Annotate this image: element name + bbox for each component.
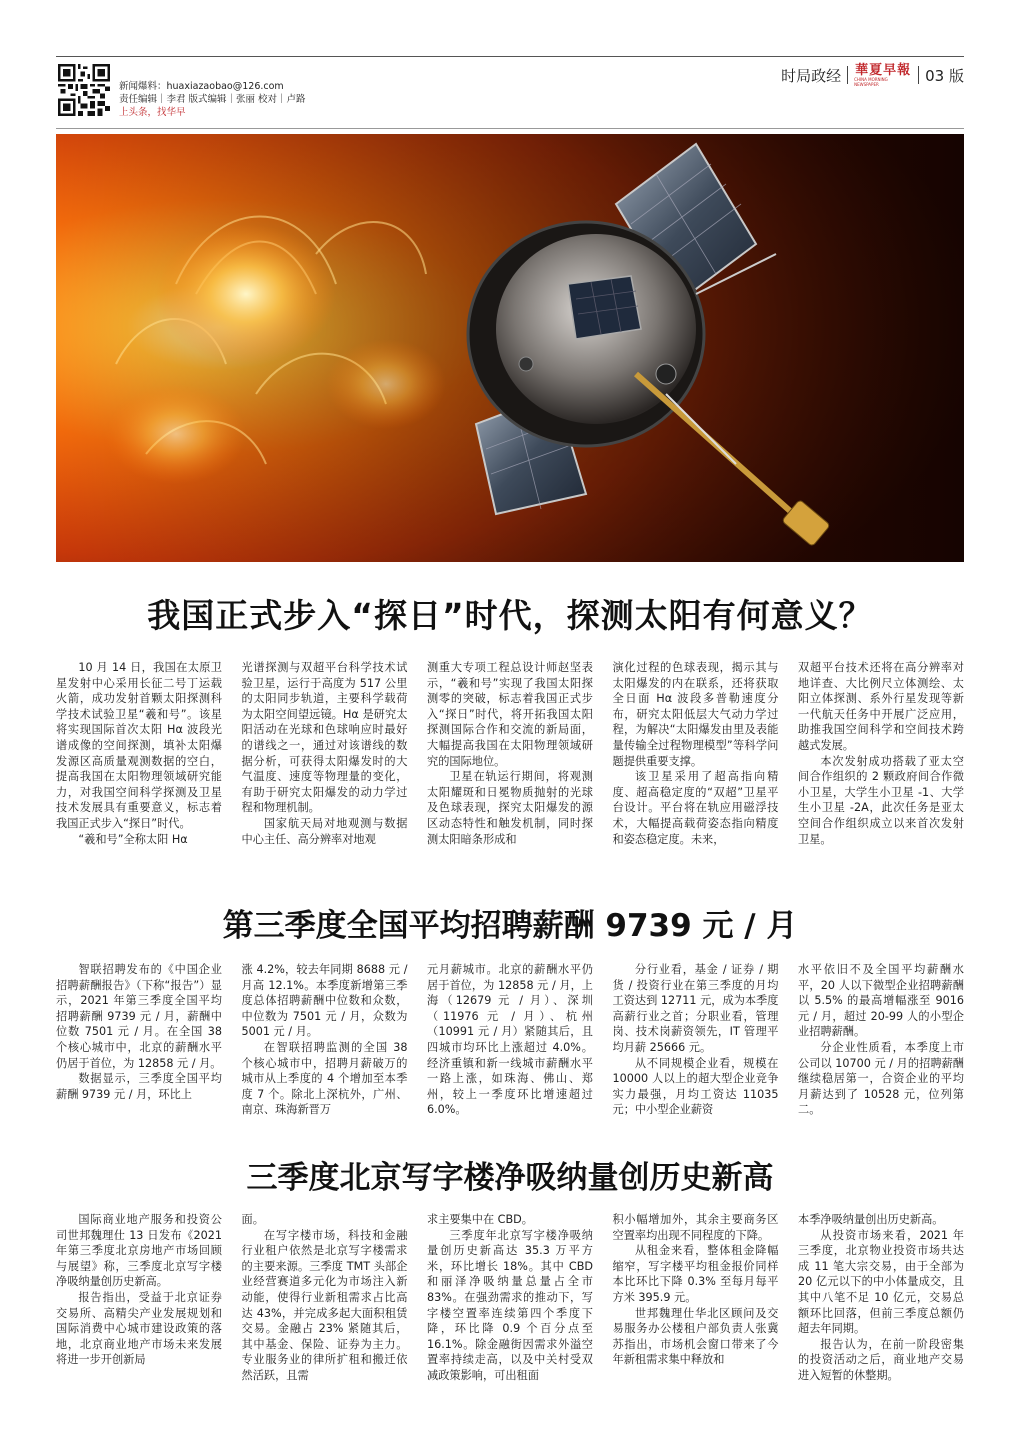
paragraph: 水平依旧不及全国平均薪酬水平，20 人以下微型企业招聘薪酬以 5.5% 的最高增幅涨至 9016 元 / 月，超过 20-99 人的小型企业招聘薪酬。 — [798, 963, 964, 1039]
paragraph: 本季净吸纳量创出历史新高。 — [798, 1213, 944, 1226]
paragraph: 卫星在轨运行期间，将观测太阳耀斑和日冕物质抛射的光球及色球表现，探究太阳爆发的源区动态特性和触发机制，同时探测太阳暗条形成和 — [427, 770, 593, 846]
paragraph: 智联招聘发布的《中国企业招聘薪酬报告》（下称“报告”）显示，2021 年第三季度全国平均招聘薪酬 9739 元 / 月，薪酬中位数 7501 元 / 月。在全国 38 个核心城市中，北京的薪酬水平仍居于首位，为 12858 元 / 月。 — [56, 963, 222, 1070]
article2-col-2 — [242, 962, 408, 1118]
paragraph: 该卫星采用了超高指向精度、超高稳定度的“双超”卫星平台设计。平台将在轨应用磁浮技术，大幅提高载荷姿态指向精度和姿态稳定度。未来， — [612, 770, 779, 846]
hero-image-sun-probe — [56, 134, 964, 562]
article1-col-5 — [798, 660, 964, 847]
article1-col-2 — [242, 660, 408, 847]
paragraph: 数据显示，三季度全国平均薪酬 9739 元 / 月，环比上 — [56, 1072, 222, 1101]
paragraph: 元月薪城市。北京的薪酬水平仍居于首位，为 12858 元 / 月，上海（12679 元 / 月）、深圳（11976 元 / 月）、杭州（10991 元 / 月）紧随其后，且四城市均环比上涨超过 4.0%。经济重镇和新一线城市薪酬水平一路上涨，如珠海、佛山、郑州，较上一季度环比增速超过 6.0%。 — [427, 963, 593, 1117]
paragraph: 从投资市场来看，2021 年三季度，北京物业投资市场共达成 11 笔大宗交易，由于全部为 20 亿元以下的中小体量成交，且其中八笔不足 10 亿元，交易总额环比回落，但前三季度总额仍超去年同期。 — [798, 1228, 964, 1336]
paragraph: 从不同规模企业看，规模在 10000 人以上的超大型企业竞争实力最强，月均工资达 11035 元；中小型企业薪资 — [612, 1056, 779, 1117]
paragraph: 10 月 14 日，我国在太原卫星发射中心采用长征二号丁运载火箭，成功发射首颗太阳探测科学技术试验卫星“羲和号”。该星将实现国际首次太阳 Hα 波段光谱成像的空间探测，填补太阳爆发源区高质量观测数据的空白，提高我国在太阳物理领域研究能力，对我国空间科学探测及卫星技术发展具有重要意义，标志着我国正式步入“探日”时代。 — [56, 661, 222, 830]
article2-title: 第三季度全国平均招聘薪酬 9739 元 / 月 — [222, 908, 798, 944]
paragraph: 演化过程的色球表现，揭示其与太阳爆发的内在联系，还将获取全日面 Hα 波段多普勒速度分布，研究太阳低层大气动力学过程，为解决“太阳爆发由里及表能量传输全过程物理模型”等科学问题提供重要支撑。 — [612, 661, 779, 768]
article1-body — [56, 660, 964, 847]
header-divider — [918, 66, 919, 84]
slogan: 上头条，找华早 — [119, 107, 186, 118]
paragraph: 分行业看，基金 / 证券 / 期货 / 投资行业在第三季度的月均工资达到 12711 元，成为本季度高薪行业之首；分职业看，管理岗、技术岗薪资领先，IT 管理平均月薪 25666 元。 — [612, 963, 779, 1054]
article3-col-2 — [242, 1212, 408, 1384]
paragraph: 三季度年北京写字楼净吸纳量创历史新高达 35.3 万平方米，环比增长 18%。其中 CBD 和丽泽净吸纳量总量占全市 83%。在强劲需求的推动下，写字楼空置率连续第四个季度下降，环比降 0.9 个百分点至 16.1%。除金融街因需求外溢空置率持续走高，以及中关村受双减政策影响，可出租面 — [427, 1228, 593, 1382]
article3-col-1 — [56, 1212, 222, 1384]
article2-col-3 — [427, 962, 593, 1118]
article2-body — [56, 962, 964, 1118]
logo-text: 華夏早報 — [855, 62, 912, 78]
paragraph: 涨 4.2%，较去年同期 8688 元 / 月高 12.1%。本季度新增第三季度总体招聘薪酬中位数和众数，中位数为 7501 元 / 月，众数为 5001 元 / 月。 — [241, 963, 408, 1039]
section-name: 时局政经 — [781, 66, 842, 85]
paragraph: 测重大专项工程总设计师赵坚表示，“羲和号”实现了我国太阳探测零的突破，标志着我国正式步入“探日”时代，将开拓我国太阳探测国际合作和交流的新局面，大幅提高我国在太阳物理领域研究的国际地位。 — [427, 661, 593, 768]
header-divider — [847, 66, 848, 84]
paragraph: 在智联招聘监测的全国 38 个核心城市中，招聘月薪破万的城市从上季度的 4 个增加至本季度 7 个。除北上深杭外，广州、南京、珠海新晋万 — [241, 1040, 408, 1117]
qr-code-icon — [58, 64, 110, 116]
paragraph: 世邦魏理仕华北区顾问及交易服务办公楼租户部负责人张冀苏指出，市场机会窗口带来了今年新租需求集中释放和 — [612, 1306, 779, 1367]
article2-col-1 — [56, 962, 222, 1118]
article3-body — [56, 1212, 964, 1384]
header-meta — [119, 80, 306, 119]
article1-title: 我国正式步入“探日”时代，探测太阳有何意义？ — [147, 596, 873, 635]
paragraph: 分企业性质看，本季度上市公司以 10700 元 / 月的招聘薪酬继续稳居第一，合资企业的平均月薪达到了 10528 元，位列第二。 — [798, 1040, 964, 1117]
paragraph: 本次发射成功搭载了亚太空间合作组织的 2 颗政府间合作微小卫星，大学生小卫星 -1、大学生小卫星 -2A，此次任务是亚太空间合作组织成立以来首次发射卫星。 — [798, 754, 964, 846]
editors-line: 责任编辑｜李君 版式编辑｜张丽 校对｜卢路 — [119, 94, 306, 105]
paragraph: 报告指出，受益于北京证券交易所、高精尖产业发展规划和国际消费中心城市建设政策的落地，北京商业地产市场未来发展将进一步开创新局 — [56, 1290, 222, 1367]
article1-col-3 — [427, 660, 593, 847]
article3-col-4 — [613, 1212, 779, 1384]
paragraph: 双超平台技术还将在高分辨率对地详查、大比例尺立体测绘、太阳立体探测、系外行星发现等新一代航天任务中开展广泛应用，助推我国空间科学和空间技术跨越式发展。 — [798, 661, 964, 752]
article3-col-5 — [798, 1212, 964, 1384]
article1-col-4 — [613, 660, 779, 847]
contact-line: 新闻爆料：huaxiazaobao@126.com — [119, 81, 284, 92]
newspaper-logo — [854, 62, 912, 87]
article2-col-5 — [798, 962, 964, 1118]
paragraph: 积小幅增加外，其余主要商务区空置率均出现不同程度的下降。 — [612, 1213, 779, 1242]
article3-title: 三季度北京写字楼净吸纳量创历史新高 — [246, 1160, 774, 1196]
logo-en: CHINA MORNING NEWSPAPER — [854, 76, 888, 87]
header-top-rule — [56, 56, 964, 57]
paragraph: 报告认为，在前一阶段密集的投资活动之后，商业地产交易进入短暂的休整期。 — [798, 1337, 964, 1382]
article2-col-4 — [613, 962, 779, 1118]
paragraph: 求主要集中在 CBD。 — [427, 1213, 533, 1226]
article1-col-1 — [56, 660, 222, 847]
header-bottom-rule — [56, 128, 964, 129]
paragraph: 面。 — [241, 1213, 264, 1226]
article3-col-3 — [427, 1212, 593, 1384]
paragraph: 国际商业地产服务和投资公司世邦魏理仕 13 日发布《2021 年第三季度北京房地产市场回顾与展望》称，三季度北京写字楼净吸纳量创历史新高。 — [56, 1213, 222, 1289]
page-number: 03 版 — [925, 66, 964, 85]
paragraph: “羲和号”全称太阳 Hα — [78, 832, 188, 846]
paragraph: 从租金来看，整体租金降幅缩窄，写字楼平均租金报价同样本比环比下降 0.3% 至每月每平方米 395.9 元。 — [612, 1244, 779, 1304]
paragraph: 在写字楼市场，科技和金融行业租户依然是北京写字楼需求的主要来源。三季度 TMT 头部企业经营赛道多元化为市场注入新动能，使得行业新租需求占比高达 43%，并完成多起大面积租赁交易。金融占 23% 紧随其后，其中基金、保险、证券为主力。专业服务业的律所扩租和搬迁依然活跃，且需 — [241, 1228, 408, 1382]
paragraph: 国家航天局对地观测与数据中心主任、高分辨率对地观 — [241, 816, 408, 846]
paragraph: 光谱探测与双超平台科学技术试验卫星，运行于高度为 517 公里的太阳同步轨道，主要科学载荷为太阳空间望远镜。Hα 是研究太阳活动在光球和色球响应时最好的谱线之一，通过对该谱线的数据分析，可获得太阳爆发时的大气温度、速度等物理量的变化，有助于研究太阳爆发的动力学过程和物理机制。 — [241, 661, 408, 815]
header-right — [781, 64, 964, 86]
